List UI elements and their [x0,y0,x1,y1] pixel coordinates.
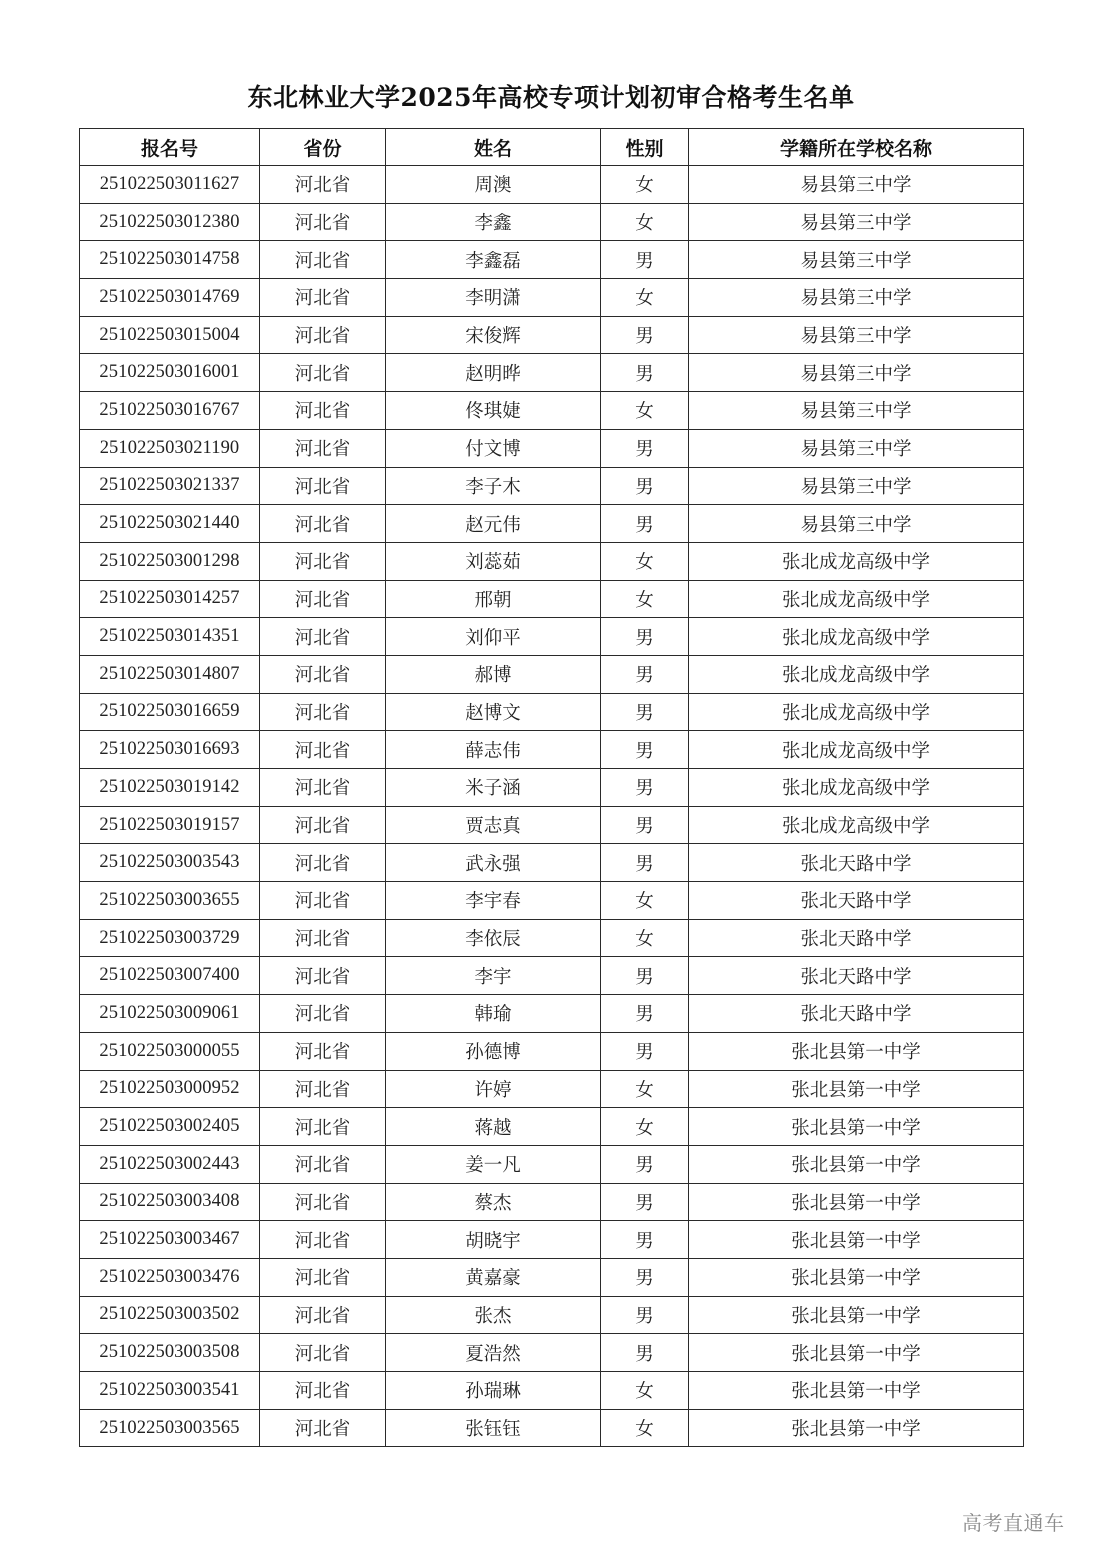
cell-province: 河北省 [260,542,386,580]
table-row [80,279,1024,317]
cell-registration-number: 251022503016659 [80,693,260,731]
cell-gender: 男 [601,769,689,807]
cell-registration-number: 251022503011627 [80,166,260,204]
cell-registration-number: 251022503003476 [80,1258,260,1296]
cell-name: 张钰钰 [386,1409,601,1447]
cell-school: 易县第三中学 [689,354,1024,392]
table-row [80,1070,1024,1108]
table-row [80,1334,1024,1372]
table-row [80,957,1024,995]
cell-name: 张杰 [386,1296,601,1334]
cell-school: 张北县第一中学 [689,1409,1024,1447]
cell-school: 张北成龙高级中学 [689,655,1024,693]
cell-registration-number: 251022503002405 [80,1108,260,1146]
table-row [80,467,1024,505]
cell-school: 易县第三中学 [689,241,1024,279]
cell-school: 张北县第一中学 [689,1334,1024,1372]
cell-province: 河北省 [260,279,386,317]
cell-registration-number: 251022503021440 [80,505,260,543]
cell-name: 周澳 [386,166,601,204]
cell-gender: 男 [601,618,689,656]
cell-province: 河北省 [260,1070,386,1108]
cell-gender: 男 [601,1032,689,1070]
header-school: 学籍所在学校名称 [689,129,1024,166]
cell-gender: 男 [601,1221,689,1259]
header-name: 姓名 [386,129,601,166]
table-row [80,241,1024,279]
cell-school: 张北成龙高级中学 [689,769,1024,807]
cell-school: 张北天路中学 [689,844,1024,882]
cell-name: 蔡杰 [386,1183,601,1221]
table-row [80,693,1024,731]
cell-gender: 女 [601,580,689,618]
table-row [80,203,1024,241]
cell-province: 河北省 [260,844,386,882]
table-body [80,166,1024,1447]
cell-school: 易县第三中学 [689,203,1024,241]
cell-province: 河北省 [260,1145,386,1183]
cell-gender: 女 [601,882,689,920]
cell-gender: 男 [601,1145,689,1183]
cell-registration-number: 251022503003502 [80,1296,260,1334]
table-row [80,316,1024,354]
table-row [80,1296,1024,1334]
cell-school: 张北天路中学 [689,919,1024,957]
candidate-table [79,128,1024,1447]
cell-gender: 女 [601,1070,689,1108]
cell-registration-number: 251022503021190 [80,429,260,467]
cell-registration-number: 251022503003508 [80,1334,260,1372]
cell-registration-number: 251022503014769 [80,279,260,317]
table-row [80,995,1024,1033]
cell-province: 河北省 [260,1296,386,1334]
cell-registration-number: 251022503000055 [80,1032,260,1070]
table-row [80,731,1024,769]
cell-name: 李宇春 [386,882,601,920]
cell-registration-number: 251022503002443 [80,1145,260,1183]
cell-gender: 女 [601,279,689,317]
cell-province: 河北省 [260,316,386,354]
cell-province: 河北省 [260,806,386,844]
table-row [80,655,1024,693]
cell-school: 易县第三中学 [689,166,1024,204]
table-row [80,1221,1024,1259]
table-row [80,429,1024,467]
cell-province: 河北省 [260,919,386,957]
cell-province: 河北省 [260,203,386,241]
cell-school: 张北县第一中学 [689,1145,1024,1183]
cell-registration-number: 251022503021337 [80,467,260,505]
cell-name: 邢朝 [386,580,601,618]
table-row [80,166,1024,204]
table-row [80,844,1024,882]
cell-province: 河北省 [260,655,386,693]
cell-school: 张北成龙高级中学 [689,693,1024,731]
cell-registration-number: 251022503014807 [80,655,260,693]
cell-gender: 女 [601,166,689,204]
page-title: 东北林业大学2025年高校专项计划初审合格考生名单 [247,83,855,112]
cell-province: 河北省 [260,618,386,656]
cell-province: 河北省 [260,354,386,392]
cell-gender: 女 [601,1409,689,1447]
cell-registration-number: 251022503019157 [80,806,260,844]
cell-name: 许婷 [386,1070,601,1108]
cell-school: 张北县第一中学 [689,1032,1024,1070]
cell-registration-number: 251022503015004 [80,316,260,354]
table-row [80,1108,1024,1146]
cell-name: 付文博 [386,429,601,467]
table-row [80,806,1024,844]
cell-name: 李依辰 [386,919,601,957]
cell-school: 张北成龙高级中学 [689,806,1024,844]
cell-registration-number: 251022503012380 [80,203,260,241]
cell-province: 河北省 [260,467,386,505]
cell-gender: 男 [601,806,689,844]
table-row [80,882,1024,920]
cell-school: 易县第三中学 [689,316,1024,354]
header-registration-number: 报名号 [80,129,260,166]
table-row [80,1032,1024,1070]
table-row [80,1258,1024,1296]
cell-registration-number: 251022503003543 [80,844,260,882]
cell-province: 河北省 [260,731,386,769]
cell-province: 河北省 [260,1409,386,1447]
cell-gender: 女 [601,542,689,580]
cell-school: 张北县第一中学 [689,1070,1024,1108]
cell-school: 张北成龙高级中学 [689,542,1024,580]
cell-school: 张北县第一中学 [689,1221,1024,1259]
header-province: 省份 [260,129,386,166]
table-row [80,618,1024,656]
cell-school: 张北县第一中学 [689,1108,1024,1146]
cell-name: 薛志伟 [386,731,601,769]
table-row [80,1372,1024,1410]
cell-gender: 男 [601,467,689,505]
cell-province: 河北省 [260,1183,386,1221]
cell-name: 李鑫磊 [386,241,601,279]
cell-registration-number: 251022503003467 [80,1221,260,1259]
cell-gender: 女 [601,1108,689,1146]
cell-name: 武永强 [386,844,601,882]
cell-name: 李明潇 [386,279,601,317]
cell-province: 河北省 [260,1258,386,1296]
cell-registration-number: 251022503003655 [80,882,260,920]
cell-school: 张北天路中学 [689,995,1024,1033]
cell-province: 河北省 [260,693,386,731]
table-row [80,354,1024,392]
cell-name: 韩瑜 [386,995,601,1033]
cell-province: 河北省 [260,1032,386,1070]
cell-registration-number: 251022503016767 [80,392,260,430]
cell-province: 河北省 [260,957,386,995]
cell-gender: 男 [601,693,689,731]
table-header-row [80,129,1024,166]
cell-name: 李宇 [386,957,601,995]
cell-name: 赵明晔 [386,354,601,392]
cell-registration-number: 251022503014257 [80,580,260,618]
cell-province: 河北省 [260,392,386,430]
cell-registration-number: 251022503003565 [80,1409,260,1447]
cell-name: 郝博 [386,655,601,693]
cell-registration-number: 251022503003729 [80,919,260,957]
cell-school: 张北天路中学 [689,882,1024,920]
cell-gender: 男 [601,505,689,543]
cell-name: 佟琪婕 [386,392,601,430]
cell-gender: 男 [601,655,689,693]
cell-registration-number: 251022503007400 [80,957,260,995]
cell-registration-number: 251022503000952 [80,1070,260,1108]
cell-registration-number: 251022503003541 [80,1372,260,1410]
cell-registration-number: 251022503014351 [80,618,260,656]
cell-school: 张北县第一中学 [689,1372,1024,1410]
cell-gender: 女 [601,919,689,957]
cell-province: 河北省 [260,1108,386,1146]
cell-registration-number: 251022503003408 [80,1183,260,1221]
cell-registration-number: 251022503019142 [80,769,260,807]
table-row [80,1145,1024,1183]
cell-gender: 男 [601,1183,689,1221]
cell-school: 张北成龙高级中学 [689,731,1024,769]
cell-gender: 男 [601,429,689,467]
cell-registration-number: 251022503016001 [80,354,260,392]
table-row [80,580,1024,618]
table-row [80,542,1024,580]
cell-registration-number: 251022503009061 [80,995,260,1033]
table-row [80,919,1024,957]
cell-gender: 男 [601,241,689,279]
cell-school: 张北成龙高级中学 [689,618,1024,656]
cell-province: 河北省 [260,1221,386,1259]
table-row [80,505,1024,543]
cell-name: 夏浩然 [386,1334,601,1372]
cell-gender: 男 [601,995,689,1033]
cell-gender: 男 [601,1334,689,1372]
cell-name: 赵元伟 [386,505,601,543]
cell-school: 张北县第一中学 [689,1296,1024,1334]
cell-name: 米子涵 [386,769,601,807]
cell-school: 张北县第一中学 [689,1183,1024,1221]
table-row [80,1183,1024,1221]
cell-school: 易县第三中学 [689,392,1024,430]
cell-gender: 男 [601,844,689,882]
cell-province: 河北省 [260,429,386,467]
cell-gender: 男 [601,1296,689,1334]
cell-name: 蒋越 [386,1108,601,1146]
cell-school: 易县第三中学 [689,505,1024,543]
cell-school: 易县第三中学 [689,467,1024,505]
cell-registration-number: 251022503014758 [80,241,260,279]
cell-gender: 女 [601,392,689,430]
cell-registration-number: 251022503016693 [80,731,260,769]
cell-name: 贾志真 [386,806,601,844]
cell-name: 宋俊辉 [386,316,601,354]
cell-gender: 男 [601,354,689,392]
cell-school: 张北成龙高级中学 [689,580,1024,618]
cell-province: 河北省 [260,769,386,807]
cell-province: 河北省 [260,241,386,279]
watermark: 高考直通车 [962,1511,1065,1535]
cell-province: 河北省 [260,1334,386,1372]
cell-school: 张北天路中学 [689,957,1024,995]
cell-gender: 男 [601,1258,689,1296]
cell-gender: 男 [601,957,689,995]
header-gender: 性别 [601,129,689,166]
cell-name: 李子木 [386,467,601,505]
cell-province: 河北省 [260,1372,386,1410]
cell-name: 刘仰平 [386,618,601,656]
cell-province: 河北省 [260,505,386,543]
cell-school: 易县第三中学 [689,429,1024,467]
cell-gender: 男 [601,731,689,769]
cell-name: 孙德博 [386,1032,601,1070]
cell-school: 张北县第一中学 [689,1258,1024,1296]
cell-name: 刘蕊茹 [386,542,601,580]
cell-registration-number: 251022503001298 [80,542,260,580]
table-row [80,392,1024,430]
cell-gender: 女 [601,203,689,241]
cell-province: 河北省 [260,882,386,920]
table-row [80,1409,1024,1447]
cell-province: 河北省 [260,995,386,1033]
cell-name: 李鑫 [386,203,601,241]
cell-name: 孙瑞琳 [386,1372,601,1410]
table-row [80,769,1024,807]
cell-name: 黄嘉豪 [386,1258,601,1296]
cell-school: 易县第三中学 [689,279,1024,317]
cell-gender: 女 [601,1372,689,1410]
cell-name: 姜一凡 [386,1145,601,1183]
cell-gender: 男 [601,316,689,354]
cell-province: 河北省 [260,166,386,204]
cell-province: 河北省 [260,580,386,618]
cell-name: 胡晓宇 [386,1221,601,1259]
cell-name: 赵博文 [386,693,601,731]
